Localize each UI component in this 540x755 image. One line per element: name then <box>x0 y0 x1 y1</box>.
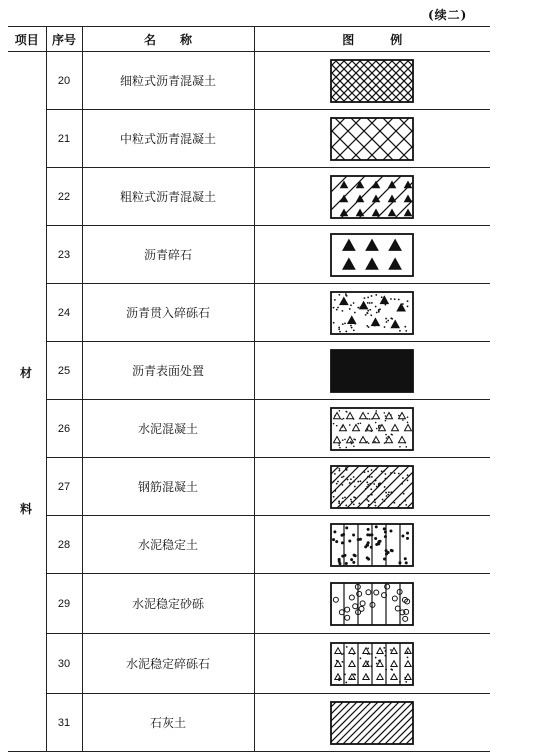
header-category: 项目 <box>8 27 46 52</box>
legend-cell <box>254 284 490 342</box>
row-number: 31 <box>46 694 82 752</box>
legend-cell <box>254 694 490 752</box>
hatch-pattern-icon <box>330 59 414 103</box>
legend-cell <box>254 400 490 458</box>
hatch-pattern-icon <box>330 465 414 509</box>
header-number: 序号 <box>46 27 82 52</box>
material-name: 水泥稳定土 <box>82 516 254 574</box>
hatch-pattern-icon <box>330 642 414 686</box>
material-name: 沥青贯入碎砾石 <box>82 284 254 342</box>
hatch-pattern-icon <box>330 291 414 335</box>
hatch-pattern-icon <box>330 175 414 219</box>
hatch-pattern-icon <box>330 523 414 567</box>
continued-label: (续二) <box>428 8 468 22</box>
legend-cell <box>254 52 490 110</box>
category-cell <box>8 52 46 752</box>
table-row <box>8 458 490 516</box>
legend-cell <box>254 574 490 634</box>
row-number: 26 <box>46 400 82 458</box>
legend-cell <box>254 226 490 284</box>
row-number: 22 <box>46 168 82 226</box>
legend-cell <box>254 634 490 694</box>
legend-table <box>8 26 490 752</box>
table-row <box>8 400 490 458</box>
category-char: 材 <box>20 366 33 380</box>
row-number: 28 <box>46 516 82 574</box>
category-char: 料 <box>20 502 33 516</box>
hatch-pattern-icon <box>330 233 414 277</box>
row-number: 29 <box>46 574 82 634</box>
row-number: 25 <box>46 342 82 400</box>
hatch-pattern-icon <box>330 701 414 745</box>
hatch-pattern-icon <box>330 407 414 451</box>
material-name: 细粒式沥青混凝土 <box>82 52 254 110</box>
table-row <box>8 694 490 752</box>
legend-cell <box>254 342 490 400</box>
table-row <box>8 52 490 110</box>
table-row <box>8 284 490 342</box>
material-name: 水泥混凝土 <box>82 400 254 458</box>
table-row <box>8 168 490 226</box>
row-number: 23 <box>46 226 82 284</box>
header-row <box>8 27 490 52</box>
row-number: 27 <box>46 458 82 516</box>
material-name: 钢筋混凝土 <box>82 458 254 516</box>
table-row <box>8 226 490 284</box>
material-name: 沥青表面处置 <box>82 342 254 400</box>
table-row <box>8 110 490 168</box>
table-row <box>8 634 490 694</box>
row-number: 24 <box>46 284 82 342</box>
hatch-pattern-icon <box>330 117 414 161</box>
material-name: 水泥稳定碎砾石 <box>82 634 254 694</box>
hatch-pattern-icon <box>330 349 414 393</box>
material-name: 水泥稳定砂砾 <box>82 574 254 634</box>
legend-cell <box>254 110 490 168</box>
legend-cell <box>254 168 490 226</box>
table-row <box>8 516 490 574</box>
material-name: 沥青碎石 <box>82 226 254 284</box>
material-name: 中粒式沥青混凝土 <box>82 110 254 168</box>
material-name: 石灰土 <box>82 694 254 752</box>
row-number: 20 <box>46 52 82 110</box>
legend-cell <box>254 516 490 574</box>
header-legend: 图 例 <box>254 27 490 52</box>
hatch-pattern-icon <box>330 582 414 626</box>
material-name: 粗粒式沥青混凝土 <box>82 168 254 226</box>
table-row <box>8 342 490 400</box>
row-number: 30 <box>46 634 82 694</box>
header-name: 名 称 <box>82 27 254 52</box>
table-row <box>8 574 490 634</box>
row-number: 21 <box>46 110 82 168</box>
legend-cell <box>254 458 490 516</box>
